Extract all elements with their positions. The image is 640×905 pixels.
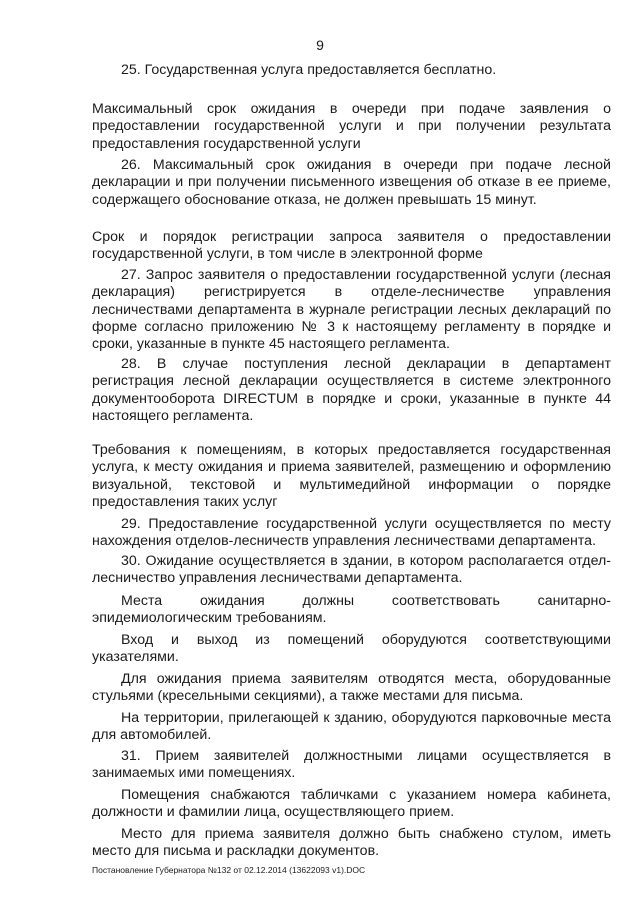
paragraph-31: 31. Прием заявителей должностными лицами осуществляется в занимаемых ими помещениях. — [92, 748, 611, 782]
paragraph-31b: Место для приема заявителя должно быть снабжено стулом, иметь место для письма и раскладки документов. — [92, 826, 611, 860]
heading-premises: Требования к помещениям, в которых предоставляется государственная услуга, к месту ожидания и приема заявителей, размещению и оформлению визуальной, текстовой и мультимедийной информации о порядке предоставления таких услуг — [92, 442, 611, 510]
paragraph-28: 28. В случае поступления лесной декларации в департамент регистрация лесной декларации осуществляется в системе электронного документооборота DIRECTUM в порядке и сроки, указанные в пункте 44 настоящего регламента. — [92, 356, 611, 424]
paragraph-30: 30. Ожидание осуществляется в здании, в котором располагается отдел-лесничество управления лесничествами департамента. — [92, 553, 611, 587]
page-number: 9 — [316, 37, 324, 53]
paragraph-30b: Вход и выход из помещений оборудуются соответствующими указателями. — [92, 632, 611, 666]
paragraph-25: 25. Государственная услуга предоставляется бесплатно. — [121, 62, 497, 78]
paragraph-30c: Для ожидания приема заявителям отводятся места, оборудованные стульями (кресельными секциями), а также местами для письма. — [92, 671, 611, 705]
document-footer: Постановление Губернатора №132 от 02.12.2014 (13622093 v1).DOC — [92, 865, 366, 875]
paragraph-30d: На территории, прилегающей к зданию, оборудуются парковочные места для автомобилей. — [92, 710, 611, 744]
paragraph-26: 26. Максимальный срок ожидания в очереди при подаче лесной декларации и при получении письменного извещения об отказе в ее приеме, содержащего обоснование отказа, не должен превышать 15 минут. — [92, 157, 611, 208]
paragraph-27: 27. Запрос заявителя о предоставлении государственной услуги (лесная декларация) регистрируется в отделе-лесничестве управления лесничествами департамента в журнале регистрации лесных деклараций по форме согласно приложению № 3 к настоящему регламенту в порядке и сроки, указанные в пункте 45 настоящего регламента. — [92, 267, 611, 353]
paragraph-30a: Места ожидания должны соответствовать санитарно-эпидемиологическим требованиям. — [92, 593, 611, 627]
paragraph-31a: Помещения снабжаются табличками с указанием номера кабинета, должности и фамилии лица, осуществляющего прием. — [92, 787, 611, 821]
paragraph-29: 29. Предоставление государственной услуги осуществляется по месту нахождения отделов-лесничеств управления лесничествами департамента. — [92, 516, 611, 550]
heading-registration: Срок и порядок регистрации запроса заявителя о предоставлении государственной услуги, в том числе в электронной форме — [92, 229, 611, 263]
heading-waiting-time: Максимальный срок ожидания в очереди при подаче заявления о предоставлении государственной услуги и при получении результата предоставления государственной услуги — [92, 101, 611, 152]
